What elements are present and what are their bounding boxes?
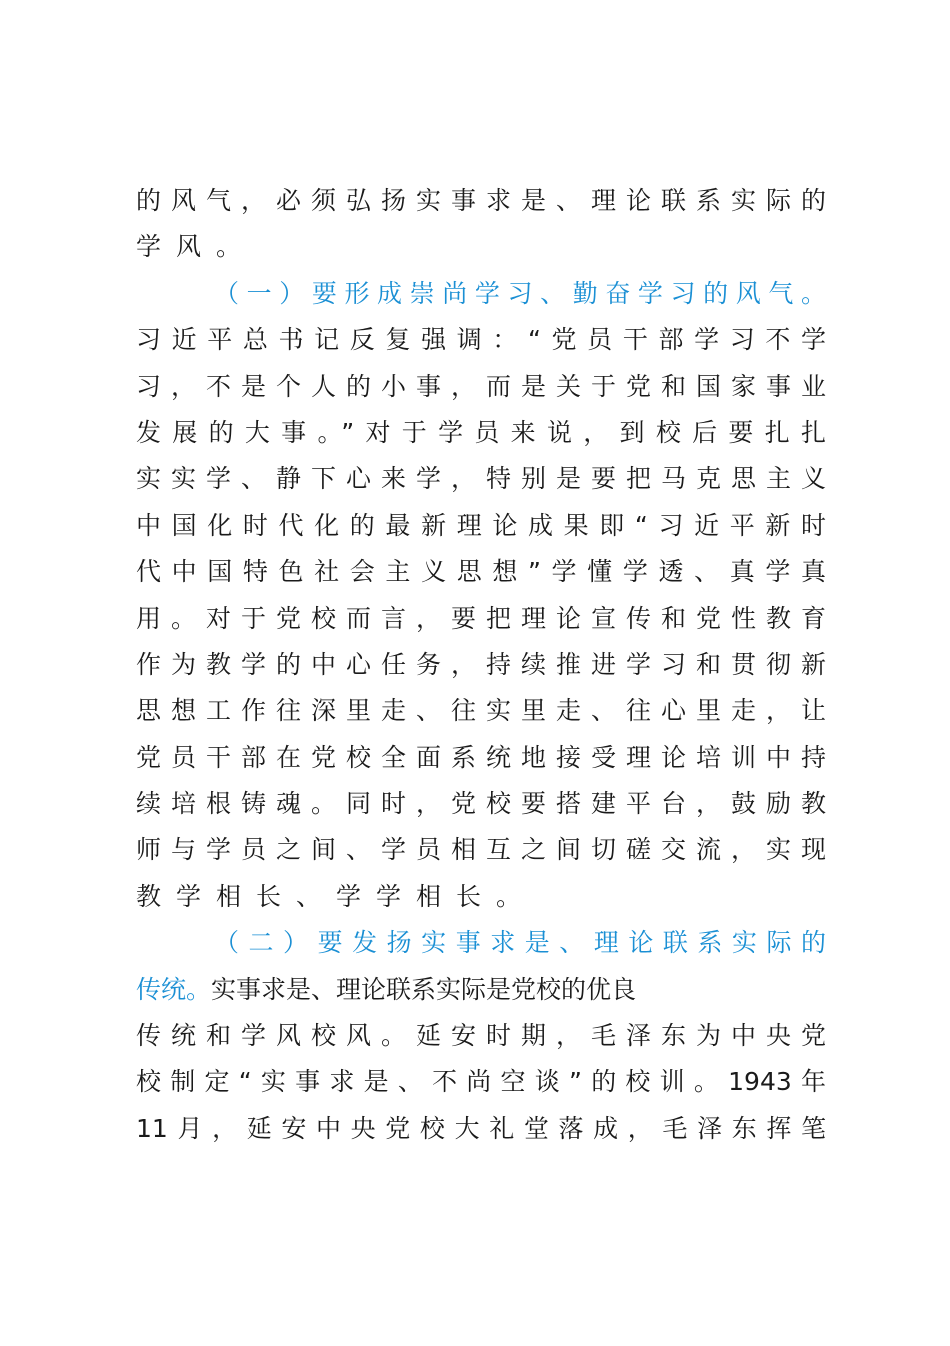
section-heading: 传统。 xyxy=(136,974,212,1004)
paragraph-text: 11月，延安中央党校大礼堂落成，毛泽东挥笔 xyxy=(136,1113,826,1143)
paragraph-text: 学风。 xyxy=(136,232,257,262)
text-line xyxy=(136,642,826,688)
text-line xyxy=(136,410,826,456)
text-line xyxy=(136,920,826,966)
text-line xyxy=(136,688,826,734)
paragraph-text: 思想工作往深里走、往实里走、往心里走，让 xyxy=(136,696,826,726)
body-text xyxy=(136,178,826,1152)
paragraph-text: 传统和学风校风。延安时期，毛泽东为中央党 xyxy=(136,1021,826,1051)
section-heading: （二）要发扬实事求是、理论联系实际的 xyxy=(214,928,826,958)
text-line xyxy=(136,967,826,1013)
paragraph-text: 用。对于党校而言，要把理论宣传和党性教育 xyxy=(136,603,826,633)
text-line xyxy=(136,827,826,873)
text-line xyxy=(136,178,826,224)
text-line xyxy=(136,596,826,642)
paragraph-text: 习近平总书记反复强调：“党员干部学习不学 xyxy=(136,325,826,355)
text-line xyxy=(136,1059,826,1105)
paragraph-text: 发展的大事。”对于学员来说，到校后要扎扎 xyxy=(136,417,826,447)
text-line xyxy=(136,549,826,595)
text-line xyxy=(136,735,826,781)
paragraph-text: 教学相长、学学相长。 xyxy=(136,881,537,911)
text-line xyxy=(136,874,826,920)
text-line xyxy=(136,781,826,827)
paragraph-text: 实实学、静下心来学，特别是要把马克思主义 xyxy=(136,464,826,494)
paragraph-text: 作为教学的中心任务，持续推进学习和贯彻新 xyxy=(136,649,826,679)
text-line xyxy=(136,271,826,317)
paragraph-text: 校制定“实事求是、不尚空谈”的校训。1943年 xyxy=(136,1067,826,1097)
text-line xyxy=(136,317,826,363)
text-line xyxy=(136,1106,826,1152)
paragraph-text: 的风气，必须弘扬实事求是、理论联系实际的 xyxy=(136,186,826,215)
paragraph-text: 党员干部在党校全面系统地接受理论培训中持 xyxy=(136,742,826,772)
paragraph-text: 师与学员之间、学员相互之间切磋交流，实现 xyxy=(136,835,826,865)
paragraph-text: 续培根铸魂。同时，党校要搭建平台，鼓励教 xyxy=(136,789,826,819)
text-line xyxy=(136,224,826,270)
paragraph-text: 实事求是、理论联系实际是党校的优良 xyxy=(211,974,637,1004)
text-line xyxy=(136,503,826,549)
text-line xyxy=(136,1013,826,1059)
paragraph-text: 中国化时代化的最新理论成果即“习近平新时 xyxy=(136,510,826,540)
paragraph-text: 代中国特色社会主义思想”学懂学透、真学真 xyxy=(136,557,826,587)
text-line xyxy=(136,456,826,502)
section-heading: （一）要形成崇尚学习、勤奋学习的风气。 xyxy=(214,278,826,308)
paragraph-text: 习，不是个人的小事，而是关于党和国家事业 xyxy=(136,371,826,401)
text-line xyxy=(136,364,826,410)
